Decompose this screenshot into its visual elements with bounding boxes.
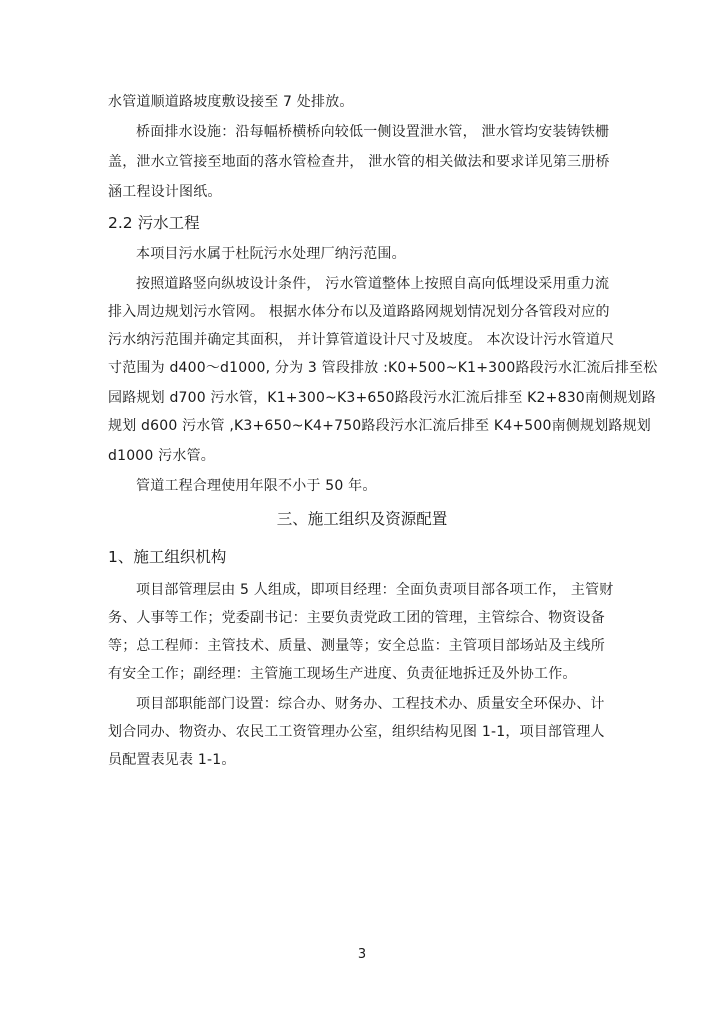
body-line: 按照道路竖向纵坡设计条件， 污水管道整体上按照自高向低埋设采用重力流 (136, 276, 610, 292)
body-line: 员配置表见表 1-1。 (108, 752, 236, 768)
chapter-heading: 三、施工组织及资源配置 (276, 510, 448, 528)
body-line: 园路规划 d700 污水管，K1+300~K3+650路段污水汇流后排至 K2+830南侧规划路 (108, 390, 656, 406)
body-line: 涵工程设计图纸。 (108, 184, 222, 200)
body-line: 等；总工程师：主管技术、质量、测量等；安全总监：主管项目部场站及主线所 (108, 638, 605, 654)
body-line: 项目部职能部门设置：综合办、财务办、工程技术办、质量安全环保办、计 (136, 696, 605, 712)
body-line: 规划 d600 污水管 ,K3+650~K4+750路段污水汇流后排至 K4+500南侧规划路规划 (108, 418, 652, 434)
body-line: 务、人事等工作；党委副书记：主要负责党政工团的管理，主管综合、物资设备 (108, 610, 605, 626)
body-line: 盖，泄水立管接至地面的落水管检查井， 泄水管的相关做法和要求详见第三册桥 (108, 154, 610, 170)
body-line: d1000 污水管。 (108, 448, 215, 464)
body-line: 水管道顺道路坡度敷设接至 7 处排放。 (108, 94, 354, 110)
body-line: 管道工程合理使用年限不小于 50 年。 (136, 478, 377, 494)
body-line: 划合同办、物资办、农民工工资管理办公室，组织结构见图 1-1，项目部管理人 (108, 724, 605, 740)
body-line: 桥面排水设施：沿每幅桥横桥向较低一侧设置泄水管， 泄水管均安装铸铁栅 (136, 124, 610, 140)
body-line: 本项目污水属于杜阮污水处理厂纳污范围。 (136, 246, 406, 262)
body-line: 污水纳污范围并确定其面积， 并计算管道设计尺寸及坡度。 本次设计污水管道尺 (108, 332, 615, 348)
body-line: 排入周边规划污水管网。 根据水体分布以及道路路网规划情况划分各管段对应的 (108, 304, 610, 320)
subsection-heading: 1、施工组织机构 (108, 548, 227, 566)
body-line: 有安全工作；副经理：主管施工现场生产进度、负责征地拆迁及外协工作。 (108, 666, 577, 682)
page-number: 3 (357, 947, 367, 962)
section-heading-2-2: 2.2 污水工程 (108, 214, 200, 232)
body-line: 项目部管理层由 5 人组成，即项目经理：全面负责项目部各项工作， 主管财 (136, 582, 614, 598)
body-line: 寸范围为 d400～d1000, 分为 3 管段排放 :K0+500~K1+300路段污水汇流后排至松 (108, 360, 658, 376)
